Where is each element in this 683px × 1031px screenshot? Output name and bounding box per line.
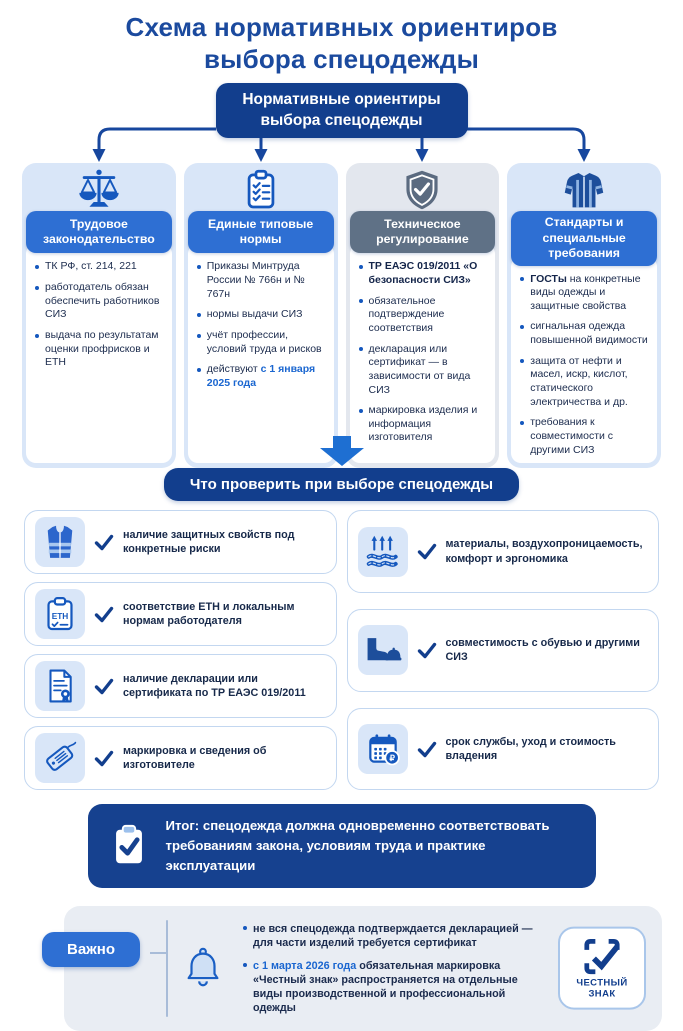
check-item-text: совместимость с обувью и другими СИЗ [445, 636, 640, 664]
page-title-line1: Схема нормативных ориентиров [125, 12, 558, 42]
column-panel [350, 211, 496, 463]
important-label: Важно [42, 932, 140, 967]
chestny-znak-glyph [583, 938, 621, 976]
column-unified-norms-title: Единые типовые нормы [188, 211, 334, 253]
ruble-label: ₽ [388, 752, 395, 763]
tag-icon [35, 733, 85, 783]
bullet: маркировка изделия и информация изготовителя [358, 404, 488, 445]
bullet: сигнальная одежда повышенной видимости [519, 320, 649, 347]
etn-clipboard-icon [35, 589, 85, 639]
flow-root-box [216, 83, 468, 137]
check-item-text: наличие декларации или сертификата по ТР ЕАЭС 019/2011 [123, 672, 306, 700]
summary-box [88, 804, 596, 887]
check-item-marking [24, 726, 337, 790]
column-unified-norms-body [188, 244, 334, 463]
chestny-znak-line1: ЧЕСТНЫЙ [576, 978, 628, 989]
certificate-icon [35, 661, 85, 711]
flow-root-line1: Нормативные ориентиры [242, 91, 441, 109]
check-item-text: материалы, воздухопроницаемость, комфорт и эргономика [445, 538, 643, 565]
boot-helmet-icon [358, 625, 408, 675]
column-panel [511, 211, 657, 463]
clipboard-check-icon [106, 823, 152, 869]
connector-line [150, 952, 166, 954]
check-icon [94, 750, 114, 767]
checklist-left-column [24, 510, 337, 790]
shield-check-icon [350, 163, 496, 211]
bullet: учёт профессии, условий труда и рисков [196, 329, 326, 356]
bullet: нормы выдачи СИЗ [196, 308, 326, 322]
check-item-text: соответствие ЕТН и локальным нормам работодателя [123, 600, 295, 628]
scales-icon [26, 163, 172, 211]
column-technical-regulation-body [350, 244, 496, 463]
bullet: не вся спецодежда подтверждается декларацией — для части изделий требуется сертификат [242, 922, 544, 950]
column-labor-law-title: Трудовое законодательство [26, 211, 172, 253]
column-labor-law-body [26, 244, 172, 463]
bullet: Приказы Минтруда России № 766н и № 767н [196, 260, 326, 301]
check-icon [417, 543, 437, 560]
chestny-znak-text [576, 979, 627, 1001]
column-panel [188, 211, 334, 463]
check-item-lifetime [347, 708, 660, 791]
divider-line [166, 920, 168, 1017]
check-icon [94, 678, 114, 695]
column-technical-regulation [346, 163, 500, 468]
chestny-znak-line2: ЗНАК [588, 988, 616, 1000]
check-icon [417, 741, 437, 758]
clipboard-checklist-icon [188, 163, 334, 211]
etn-label: ЕТН [51, 611, 69, 622]
column-standards [507, 163, 661, 468]
bullet: с 1 марта 2026 года обязательная маркировка «Честный знак» распространяется на отдельные виды производственной и профессиональной одежды [242, 959, 544, 1015]
check-icon [417, 642, 437, 659]
column-technical-regulation-title: Техническое регулирование [350, 211, 496, 253]
check-item-text: маркировка и сведения об изготовителе [123, 744, 267, 772]
flow-root [0, 83, 683, 131]
check-icon [94, 534, 114, 551]
bullet: обязательное подтверждение соответствия [358, 295, 488, 336]
check-item-protective [24, 510, 337, 574]
bullet: выдача по результатам оценки профрисков и ЕТН [34, 329, 164, 370]
column-labor-law [22, 163, 176, 468]
check-item-text: срок службы, уход и стоимость владения [445, 735, 616, 763]
checklist-right-column [347, 510, 660, 790]
check-item-text: наличие защитных свойств под конкретные риски [123, 528, 295, 556]
chestny-znak-logo [558, 927, 646, 1010]
bullet: защита от нефти и масел, искр, кислот, статического электричества и др. [519, 355, 649, 410]
flow-root-line2: выбора спецодежды [260, 111, 423, 129]
bullet: ГОСТы на конкретные виды одежды и защитные свойства [519, 273, 649, 314]
checklist-grid [24, 510, 659, 790]
bullet: действуют с 1 января 2025 года [196, 363, 326, 390]
bullet: декларация или сертификат — в зависимости от вида СИЗ [358, 343, 488, 398]
important-bullets [242, 922, 544, 1015]
check-item-compatibility [347, 609, 660, 692]
summary-text: Итог: спецодежда должна одновременно соответствовать требованиям закона, условиям труда и практике эксплуатации [165, 818, 550, 874]
check-item-etn [24, 582, 337, 646]
important-section [64, 906, 662, 1031]
bullet: работодатель обязан обеспечить работников СИЗ [34, 281, 164, 322]
column-panel [26, 211, 172, 463]
workwear-jacket-icon [511, 163, 657, 211]
calendar-ruble-icon [358, 724, 408, 774]
checklist-banner: Что проверить при выборе спецодежды [164, 468, 519, 501]
check-item-materials [347, 510, 660, 593]
bell-icon [180, 945, 226, 991]
bullet: требования к совместимости с другими СИЗ [519, 416, 649, 457]
page-title [0, 0, 683, 75]
column-unified-norms [184, 163, 338, 468]
safety-vest-icon [35, 517, 85, 567]
column-standards-title: Стандарты и специальные требования [511, 211, 657, 265]
fabric-breathability-icon [358, 527, 408, 577]
columns-row [22, 163, 661, 456]
check-item-certificate [24, 654, 337, 718]
column-standards-body [511, 257, 657, 464]
bullet: ТР ЕАЭС 019/2011 «О безопасности СИЗ» [358, 260, 488, 287]
check-icon [94, 606, 114, 623]
page-title-line2: выбора спецодежды [203, 43, 479, 74]
bullet: ТК РФ, ст. 214, 221 [34, 260, 164, 274]
